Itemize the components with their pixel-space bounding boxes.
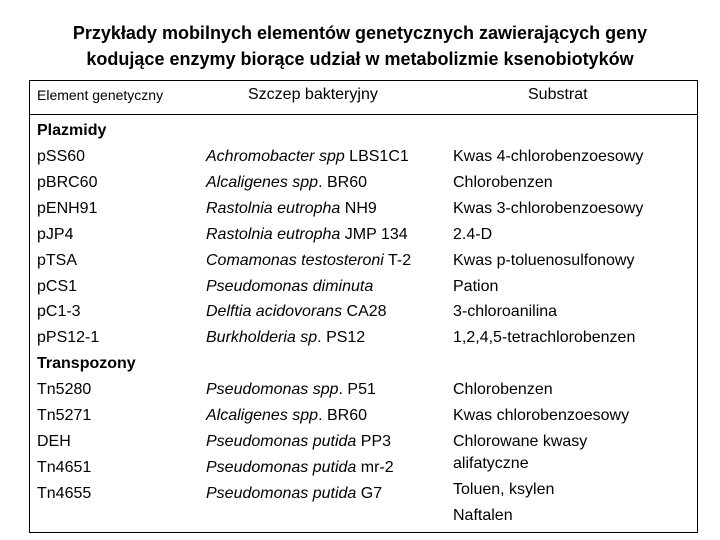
element-name: Tn5280 [37, 381, 92, 398]
strain-name [206, 252, 411, 270]
element-name: pBRC60 [37, 173, 98, 191]
element-name: pPS12-1 [37, 329, 100, 347]
strain-species: Pseudomonas diminuta [206, 277, 374, 295]
substrate-name: Naftalen [453, 507, 513, 524]
element-name: pENH91 [37, 199, 98, 217]
strain-name [206, 329, 365, 347]
strain-species: Delftia acidovorans [206, 303, 343, 321]
substrate-name: Chlorobenzen [453, 173, 553, 191]
strain-species: Pseudomonas putida [206, 432, 357, 450]
substrate-name: Kwas 3-chlorobenzoesowy [453, 199, 644, 217]
header-strain: Szczep bakteryjny [248, 86, 378, 103]
strain-code: T-2 [383, 251, 412, 269]
strain-species: Comamonas testosteroni [206, 251, 384, 269]
strain-name [206, 407, 367, 425]
element-name: pTSA [37, 251, 78, 269]
strain-name [206, 381, 376, 399]
strain-name [206, 459, 394, 477]
strain-code: . P51 [338, 381, 376, 398]
strain-species: Burkholderia sp [206, 329, 318, 347]
element-name: Tn4655 [37, 484, 92, 502]
strain-code: . BR60 [318, 173, 367, 191]
strain-species: Rastolnia eutropha [206, 225, 341, 243]
strain-code: PP3 [356, 432, 392, 450]
strain-name [206, 226, 408, 244]
substrate-name: 1,2,4,5-tetrachlorobenzen [453, 329, 636, 347]
element-name: Tn4651 [37, 458, 92, 476]
substrate-name: Kwas 4-chlorobenzoesowy [453, 148, 644, 165]
strain-species: Alcaligenes spp [206, 406, 319, 424]
section-label-transposons: Transpozony [37, 355, 136, 372]
strain-code: mr-2 [356, 458, 394, 476]
title-line-1: Przykłady mobilnych elementów genetycznych zawierających geny [72, 23, 648, 43]
strain-name [206, 485, 382, 503]
strain-species: Rastolnia eutropha [206, 199, 341, 217]
substrate-name: Chlorowane kwasy [453, 433, 588, 450]
header-divider [29, 114, 698, 115]
substrate-name: Toluen, ksylen [453, 481, 555, 498]
strain-name [206, 433, 391, 451]
element-name: DEH [37, 432, 71, 450]
element-name: pJP4 [37, 225, 74, 243]
strain-species: Pseudomonas putida [206, 458, 357, 476]
element-name: pCS1 [37, 277, 78, 295]
strain-species: Achromobacter spp [206, 148, 345, 165]
strain-code: LBS1C1 [344, 148, 409, 165]
strain-code: . BR60 [318, 406, 367, 424]
strain-name [206, 148, 409, 166]
title-line-2: kodujące enzymy biorące udział w metabolizmie ksenobiotyków [86, 49, 634, 69]
strain-species: Pseudomonas putida [206, 484, 357, 502]
strain-code: NH9 [340, 199, 377, 217]
strain-species: Alcaligenes spp [206, 173, 319, 191]
strain-code: G7 [356, 484, 383, 502]
strain-code: CA28 [342, 303, 387, 321]
substrate-name: Kwas p-toluenosulfonowy [453, 251, 635, 269]
substrate-name: Chlorobenzen [453, 381, 553, 398]
element-name: pSS60 [37, 148, 86, 165]
substrate-name: 2.4-D [453, 225, 493, 243]
strain-name [206, 200, 377, 218]
element-name: Tn5271 [37, 406, 92, 424]
strain-name [206, 278, 373, 296]
element-name: pC1-3 [37, 303, 81, 321]
strain-name [206, 303, 387, 321]
substrate-name: alifatyczne [453, 455, 529, 472]
header-substrate: Substrat [528, 86, 588, 103]
substrate-name: Pation [453, 277, 499, 295]
strain-code: . PS12 [317, 329, 366, 347]
substrate-name: 3-chloroanilina [453, 303, 558, 321]
strain-code: JMP 134 [340, 225, 408, 243]
strain-species: Pseudomonas spp [206, 381, 339, 398]
substrate-name: Kwas chlorobenzoesowy [453, 407, 630, 424]
section-label-plasmids: Plazmidy [37, 122, 107, 139]
strain-name [206, 174, 367, 192]
header-element: Element genetyczny [37, 87, 164, 103]
